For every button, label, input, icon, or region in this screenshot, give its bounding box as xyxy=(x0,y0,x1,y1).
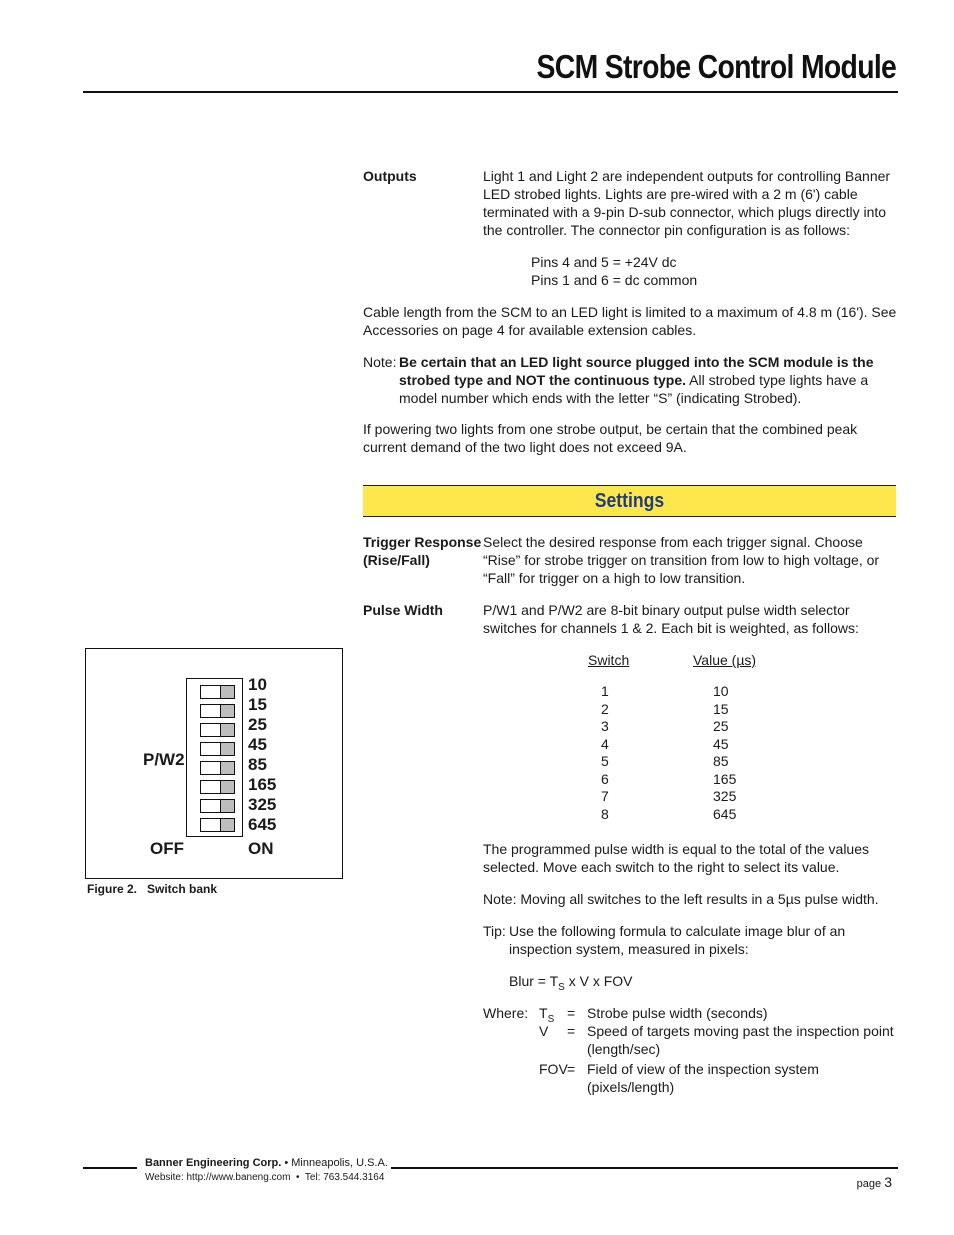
trigger-label-2: (Rise/Fall) xyxy=(363,552,430,568)
header-rule xyxy=(83,91,898,93)
trigger-text: Select the desired response from each trigger signal. Choose “Rise” for strobe trigger on transition from low to high voltage, or “Fall” for trigger on a high to low transition. xyxy=(483,534,880,586)
def-eq: = xyxy=(567,1023,576,1039)
dip-switch-knob xyxy=(220,686,234,698)
blur-formula xyxy=(509,972,633,997)
def-text-ts: Strobe pulse width (seconds) xyxy=(587,1005,768,1021)
dip-switch xyxy=(200,818,235,832)
on-label: ON xyxy=(248,839,274,858)
table-switch-column xyxy=(601,683,609,823)
table-header-switch: Switch xyxy=(588,652,630,668)
switch-value: 85 xyxy=(248,755,267,774)
table-cell: 5 xyxy=(601,753,609,769)
switch-value: 45 xyxy=(248,735,267,754)
dip-switch-knob xyxy=(220,705,234,717)
note-5us-text: Note: Moving all switches to the left results in a 5µs pulse width. xyxy=(483,891,879,907)
dip-switch-knob xyxy=(220,800,234,812)
switch-value: 15 xyxy=(248,695,267,714)
table-cell: 8 xyxy=(601,805,609,822)
off-label: OFF xyxy=(150,839,184,858)
switch-value: 645 xyxy=(248,815,277,834)
figure-caption: Figure 2. Switch bank xyxy=(87,882,218,896)
outputs-label: Outputs xyxy=(363,168,417,184)
def-term-fov: FOV xyxy=(539,1061,568,1077)
table-cell: 45 xyxy=(713,735,729,752)
note-rest-text: All strobed type lights have a model number which ends with the letter “S” (indicating Strobed). xyxy=(399,372,869,406)
dip-switch xyxy=(200,761,235,775)
pins-line-1: Pins 4 and 5 = +24V dc xyxy=(531,254,677,270)
footer-rule-left xyxy=(83,1167,137,1169)
outputs-text: Light 1 and Light 2 are independent outputs for controlling Banner LED strobed lights. Lights are pre-wired with a 2 m (6') cable terminated with a 9-pin D-sub connector, which plugs directly into the controller. The connector pin configuration is as follows: xyxy=(483,168,891,238)
table-cell: 165 xyxy=(713,770,737,787)
dip-switch xyxy=(200,723,235,737)
switch-value: 325 xyxy=(248,795,277,814)
def-term-sub: S xyxy=(547,1014,555,1025)
footer-rule-right xyxy=(391,1167,898,1169)
pulse-width-text: P/W1 and P/W2 are 8-bit binary output pulse width selector switches for channels 1 & 2. Each bit is weighted, as follows: xyxy=(483,602,859,636)
table-cell: 15 xyxy=(713,700,729,717)
def-term-v: V xyxy=(539,1023,549,1039)
programmed-text: The programmed pulse width is equal to the total of the values selected. Move each switch to the right to select its value. xyxy=(483,841,869,875)
formula-part-b: x V x FOV xyxy=(564,973,633,989)
switch-bank xyxy=(186,678,243,837)
note-prefix: Note: xyxy=(363,354,397,370)
dip-switch xyxy=(200,742,235,756)
page-title: SCM Strobe Control Module xyxy=(536,48,896,85)
switch-value-list xyxy=(248,675,276,835)
switch-value: 10 xyxy=(248,675,267,694)
footer-location: • Minneapolis, U.S.A. xyxy=(281,1157,388,1169)
table-cell: 1 xyxy=(601,683,609,699)
dip-switch xyxy=(200,704,235,718)
table-cell: 7 xyxy=(601,788,609,804)
page-number-value: 3 xyxy=(884,1174,892,1190)
dip-switch xyxy=(200,685,235,699)
footer-website-line: Website: http://www.baneng.com • Tel: 763.544.3164 xyxy=(145,1172,385,1183)
table-cell: 2 xyxy=(601,700,609,717)
def-term-text: T xyxy=(539,1005,548,1021)
table-cell: 6 xyxy=(601,770,609,787)
footer-company: Banner Engineering Corp. xyxy=(145,1157,282,1169)
def-text-fov: Field of view of the inspection system (pixels/length) xyxy=(587,1061,819,1095)
table-cell: 25 xyxy=(713,718,729,734)
formula-part-a: Blur = T xyxy=(509,973,559,989)
table-cell: 4 xyxy=(601,735,609,752)
dip-switch-knob xyxy=(220,781,234,793)
page-number xyxy=(857,1174,892,1190)
table-header-value: Value (µs) xyxy=(693,652,757,668)
footer-company-line xyxy=(145,1157,388,1169)
note-text xyxy=(399,353,894,407)
switch-value: 165 xyxy=(248,775,277,794)
table-cell: 325 xyxy=(713,788,737,804)
trigger-label-1: Trigger Response xyxy=(363,534,482,550)
note-bold-text: Be certain that an LED light source plugged into the SCM module is the strobed type and NOT the continuous type. xyxy=(399,354,874,388)
pulse-width-label: Pulse Width xyxy=(363,602,443,618)
dip-switch xyxy=(200,799,235,813)
switch-value: 25 xyxy=(248,715,267,734)
dip-switch-knob xyxy=(220,743,234,755)
table-cell: 3 xyxy=(601,718,609,734)
tip-text: Use the following formula to calculate image blur of an inspection system, measured in pixels: xyxy=(509,923,846,957)
def-eq: = xyxy=(567,1061,576,1077)
def-text-v: Speed of targets moving past the inspection point (length/sec) xyxy=(587,1023,894,1057)
pw2-label: P/W2 xyxy=(143,750,185,769)
dip-switch-knob xyxy=(220,724,234,736)
table-cell: 645 xyxy=(713,805,737,822)
def-eq: = xyxy=(567,1005,576,1021)
cable-length-text: Cable length from the SCM to an LED light is limited to a maximum of 4.8 m (16'). See Accessories on page 4 for available extension cables. xyxy=(363,304,897,338)
table-cell: 10 xyxy=(713,683,729,699)
dip-switch xyxy=(200,780,235,794)
page-label: page xyxy=(856,1178,882,1190)
settings-banner xyxy=(363,485,896,517)
tip-prefix: Tip: xyxy=(483,923,506,939)
formula-subscript: S xyxy=(558,982,565,993)
table-value-column xyxy=(713,683,736,823)
settings-heading: Settings xyxy=(594,490,665,512)
dip-switch-knob xyxy=(220,762,234,774)
where-label: Where: xyxy=(483,1005,529,1021)
powering-text: If powering two lights from one strobe output, be certain that the combined peak current demand of the two light does not exceed 9A. xyxy=(363,421,858,455)
dip-switch-knob xyxy=(220,819,234,831)
table-cell: 85 xyxy=(713,753,729,769)
pins-line-2: Pins 1 and 6 = dc common xyxy=(531,272,698,288)
